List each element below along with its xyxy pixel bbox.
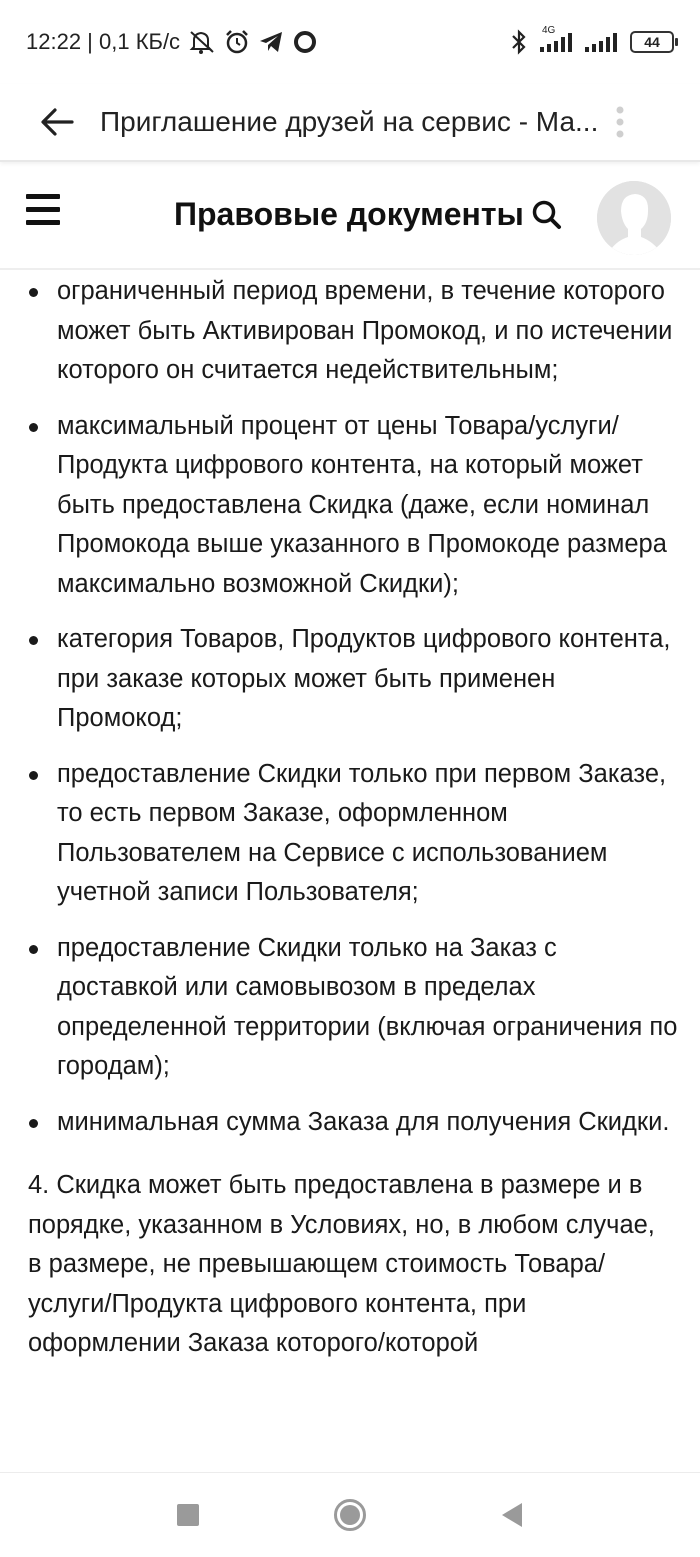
alarm-icon (224, 29, 250, 55)
bluetooth-icon (510, 29, 528, 55)
recents-button[interactable] (166, 1493, 210, 1537)
triangle-back-icon (500, 1502, 524, 1528)
bullet-list (0, 272, 700, 1142)
signal-icon (584, 31, 618, 53)
telegram-icon (258, 30, 284, 54)
list-item: категория Товаров, Продуктов цифрового контента, при заказе которых может быть применен Промокод; (0, 620, 700, 739)
window-title (100, 106, 600, 138)
record-icon (292, 29, 318, 55)
more-options-button[interactable] (600, 93, 640, 151)
square-icon (176, 1503, 200, 1527)
search-icon (530, 198, 564, 232)
arrow-left-icon (40, 107, 74, 137)
list-item: ограниченный период времени, в течение которого может быть Активирован Промокод, и по истечении которого он считается недействительным; (0, 272, 700, 391)
status-time-speed: 12:22 | 0,1 КБ/с (26, 29, 181, 54)
menu-button[interactable] (26, 194, 60, 234)
system-nav-bar (0, 1472, 700, 1557)
home-circle-icon (333, 1498, 367, 1532)
list-item: предоставление Скидки только при первом Заказе, то есть первом Заказе, оформленном Пользователем на Сервисе с использованием учетной записи Пользователя; (0, 755, 700, 913)
back-button[interactable] (28, 93, 86, 151)
battery-icon (630, 31, 674, 53)
menu-icon-bar (26, 207, 60, 212)
status-bar-right (510, 25, 674, 55)
mute-icon (188, 29, 216, 55)
page-title: Правовые документы (174, 196, 524, 232)
avatar[interactable] (597, 181, 671, 255)
document-content (0, 272, 700, 1472)
paragraph: 4. Скидка может быть предоставлена в размере и в порядке, указанном в Условиях, но, в любом случае, в размере, не превышающем стоимость Товара/услуги/Продукта цифрового контента, при оформлении Заказа которого/которой (28, 1171, 655, 1357)
status-bar (0, 0, 700, 84)
window-title-ellipsis: ... (575, 106, 599, 137)
back-nav-button[interactable] (490, 1493, 534, 1537)
list-item: предоставление Скидки только на Заказ с доставкой или самовывозом в пределах определенной территории (включая ограничения по городам); (0, 929, 700, 1087)
page-header (0, 164, 700, 270)
network-type: 4G (542, 25, 556, 36)
window-title-text: Приглашение друзей на сервис - Ма (100, 106, 576, 137)
search-button[interactable] (530, 198, 566, 234)
menu-icon-bar (26, 194, 60, 199)
signal-icon (536, 25, 576, 53)
status-bar-left (26, 29, 318, 55)
battery-level: 44 (644, 34, 660, 50)
more-vertical-icon (615, 106, 625, 138)
app-bar (0, 84, 700, 162)
home-button[interactable] (328, 1493, 372, 1537)
menu-icon-bar (26, 220, 60, 225)
list-item: максимальный процент от цены Товара/услуги/ Продукта цифрового контента, на который может быть предоставлена Скидка (даже, если номинал Промокода выше указанного в Промокоде размера максимально возможной Скидки); (0, 407, 700, 605)
list-item: минимальная сумма Заказа для получения Скидки. (0, 1103, 700, 1143)
user-silhouette-icon (597, 181, 671, 255)
